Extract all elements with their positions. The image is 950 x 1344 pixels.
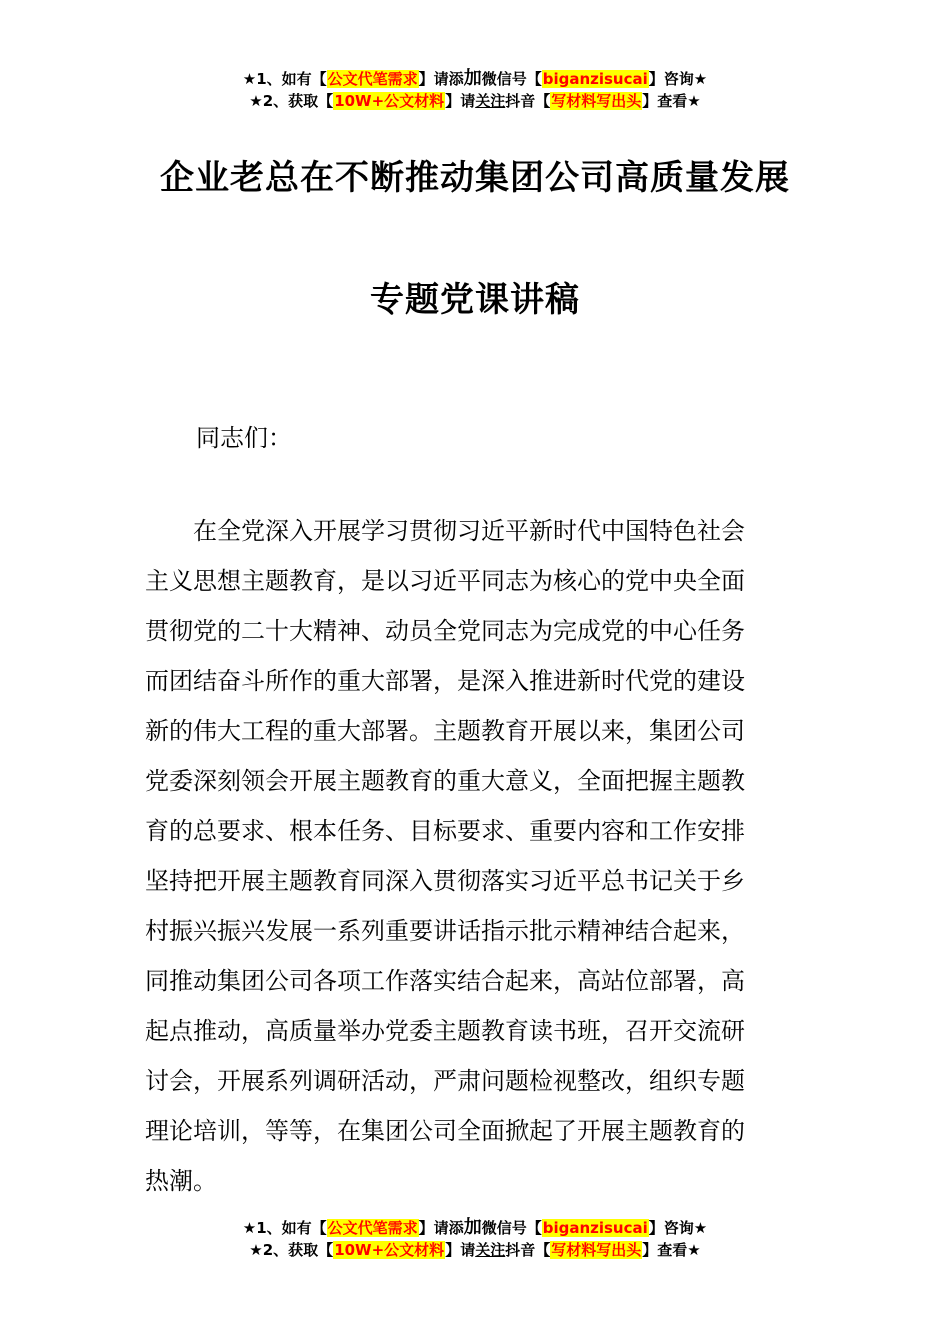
paragraph-line: 村振兴振兴发展一系列重要讲话指示批示精神结合起来， (145, 917, 745, 945)
paragraph-line: 主义思想主题教育，是以习近平同志为核心的党中央全面 (145, 567, 745, 595)
promo-text: 】请 (445, 92, 476, 110)
promo-highlight: 10W+公文材料 (334, 1241, 445, 1259)
paragraph-line: 起点推动，高质量举办党委主题教育读书班，召开交流研 (145, 1017, 745, 1045)
promo-text-emphasis: 关注 (475, 1241, 506, 1259)
document-title-line-1: 企业老总在不断推动集团公司高质量发展 (160, 158, 790, 198)
paragraph-line: 热潮。 (145, 1167, 217, 1195)
promo-text-emphasis: 加 (463, 68, 482, 89)
paragraph-line: 同推动集团公司各项工作落实结合起来，高站位部署，高 (145, 967, 745, 995)
promo-text: 】请添 (418, 1219, 464, 1237)
promo-highlight-wechat-id: biganzisucai (542, 1219, 648, 1237)
promo-highlight: 10W+公文材料 (334, 92, 445, 110)
paragraph-line: 党委深刻领会开展主题教育的重大意义，全面把握主题教 (145, 767, 745, 795)
promo-text: ★1、如有【 (242, 70, 327, 88)
promo-text: ★1、如有【 (242, 1219, 327, 1237)
salutation: 同志们： (196, 424, 292, 452)
promo-highlight-wechat-id: biganzisucai (542, 70, 648, 88)
promo-line-1 (0, 68, 950, 90)
promo-text: 】请添 (418, 70, 464, 88)
paragraph-line: 坚持把开展主题教育同深入贯彻落实习近平总书记关于乡 (145, 867, 745, 895)
promo-highlight: 公文代笔需求 (327, 1219, 418, 1237)
promo-text: 抖音【 (505, 92, 551, 110)
promo-text: 抖音【 (505, 1241, 551, 1259)
promo-banner-bottom (0, 1217, 950, 1261)
promo-line-1 (0, 1217, 950, 1239)
promo-line-2 (0, 90, 950, 112)
paragraph-line: 育的总要求、根本任务、目标要求、重要内容和工作安排 (145, 817, 745, 845)
body-paragraph (145, 506, 810, 1206)
promo-text-emphasis: 加 (463, 1217, 482, 1238)
paragraph-line: 在全党深入开展学习贯彻习近平新时代中国特色社会 (145, 517, 745, 545)
document-title-line-2: 专题党课讲稿 (370, 280, 580, 320)
paragraph-line: 理论培训，等等，在集团公司全面掀起了开展主题教育的 (145, 1117, 745, 1145)
promo-line-2 (0, 1239, 950, 1261)
paragraph-line: 讨会，开展系列调研活动，严肃问题检视整改，组织专题 (145, 1067, 745, 1095)
promo-text: 微信号【 (481, 1219, 542, 1237)
promo-highlight: 公文代笔需求 (327, 70, 418, 88)
promo-text: 】咨询★ (648, 70, 708, 88)
promo-highlight-douyin-id: 写材料写出头 (551, 92, 642, 110)
paragraph-line: 而团结奋斗所作的重大部署，是深入推进新时代党的建设 (145, 667, 745, 695)
promo-text: ★2、获取【 (249, 1241, 334, 1259)
promo-text: 】咨询★ (648, 1219, 708, 1237)
promo-banner-top (0, 68, 950, 112)
promo-text: 】查看★ (642, 1241, 701, 1259)
paragraph-line: 贯彻党的二十大精神、动员全党同志为完成党的中心任务 (145, 617, 745, 645)
promo-text: ★2、获取【 (249, 92, 334, 110)
promo-text: 】请 (445, 1241, 476, 1259)
promo-text: 微信号【 (481, 70, 542, 88)
promo-highlight-douyin-id: 写材料写出头 (551, 1241, 642, 1259)
promo-text-emphasis: 关注 (475, 92, 506, 110)
promo-text: 】查看★ (642, 92, 701, 110)
paragraph-line: 新的伟大工程的重大部署。主题教育开展以来，集团公司 (145, 717, 745, 745)
